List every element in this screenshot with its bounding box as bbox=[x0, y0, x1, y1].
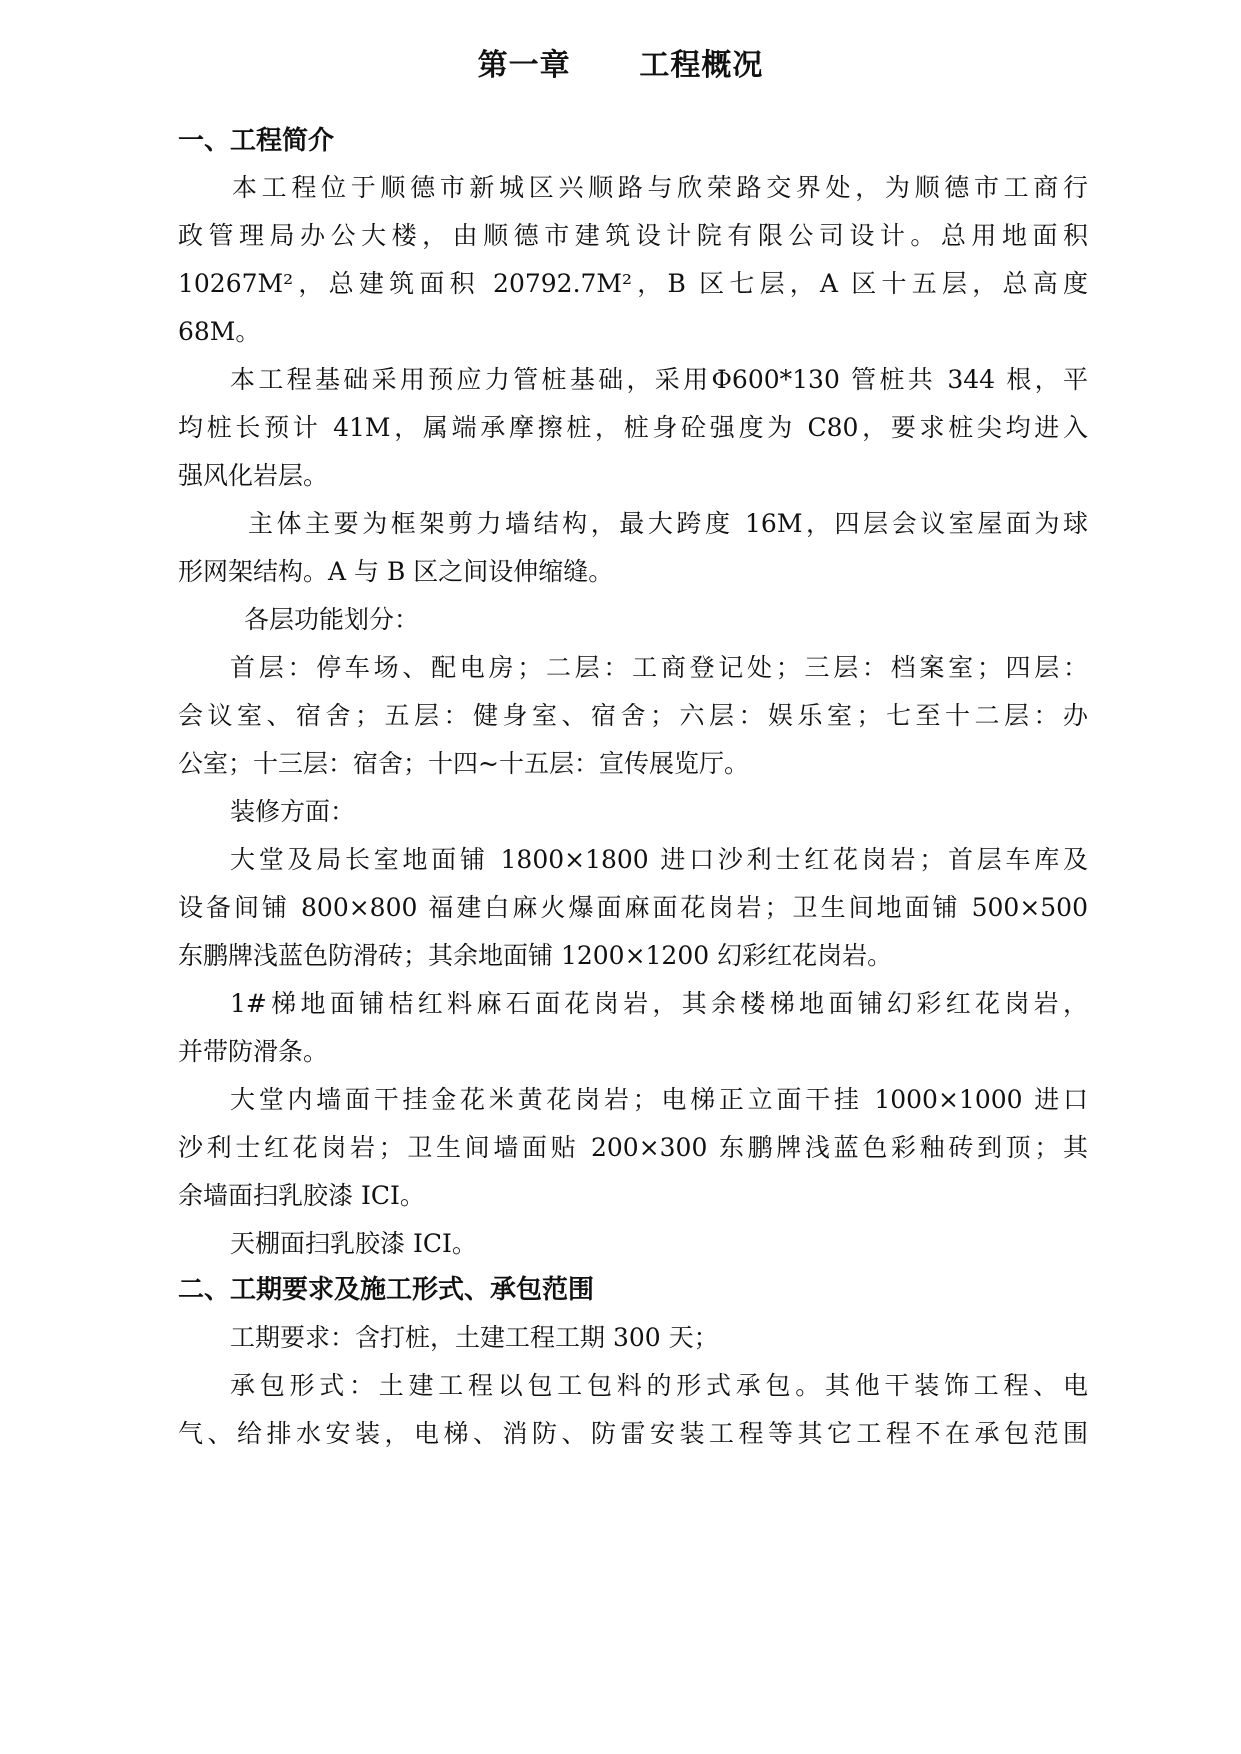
decoration-p2-line-1: 1#梯地面铺桔红料麻石面花岗岩，其余楼梯地面铺幻彩红花岗岩， bbox=[230, 989, 1088, 1018]
floors-heading: 各层功能划分： bbox=[244, 605, 420, 634]
decoration-p3-line-1: 大堂内墙面干挂金花米黄花岗岩；电梯正立面干挂 1000×1000 进口 bbox=[230, 1085, 1088, 1114]
structure-line-1: 主体主要为框架剪力墙结构，最大跨度 16M，四层会议室屋面为球 bbox=[248, 509, 1088, 538]
decoration-p3-line-3: 余墙面扫乳胶漆 ICI。 bbox=[178, 1181, 425, 1210]
decoration-heading: 装修方面： bbox=[230, 797, 356, 826]
decoration-p3-line-2: 沙利士红花岗岩；卫生间墙面贴 200×300 东鹏牌浅蓝色彩釉砖到顶；其 bbox=[178, 1133, 1088, 1162]
contract-line-2: 气、给排水安装，电梯、消防、防雷安装工程等其它工程不在承包范围 bbox=[178, 1419, 1088, 1448]
chapter-title: 第一章 工程概况 bbox=[477, 48, 764, 83]
foundation-line-2: 均桩长预计 41M，属端承摩擦桩，桩身砼强度为 C80，要求桩尖均进入 bbox=[178, 413, 1088, 442]
decoration-p1-line-1: 大堂及局长室地面铺 1800×1800 进口沙利士红花岗岩；首层车库及 bbox=[230, 845, 1088, 874]
floors-line-3: 公室；十三层：宿舍；十四~十五层：宣传展览厅。 bbox=[178, 749, 749, 778]
intro-line-2: 政管理局办公大楼，由顺德市建筑设计院有限公司设计。总用地面积 bbox=[178, 221, 1088, 250]
intro-line-1: 本工程位于顺德市新城区兴顺路与欣荣路交界处，为顺德市工商行 bbox=[232, 173, 1088, 202]
floors-line-2: 会议室、宿舍；五层：健身室、宿舍；六层：娱乐室；七至十二层：办 bbox=[178, 701, 1088, 730]
decoration-p4-line-1: 天棚面扫乳胶漆 ICI。 bbox=[230, 1229, 477, 1258]
decoration-p1-line-2: 设备间铺 800×800 福建白麻火爆面麻面花岗岩；卫生间地面铺 500×500 bbox=[178, 893, 1088, 922]
schedule-line-1: 工期要求：含打桩，土建工程工期 300 天； bbox=[230, 1323, 719, 1352]
decoration-p2-line-2: 并带防滑条。 bbox=[178, 1037, 329, 1066]
intro-line-4: 68M。 bbox=[178, 317, 261, 346]
section-heading-overview: 一、工程简介 bbox=[178, 126, 335, 156]
foundation-line-3: 强风化岩层。 bbox=[178, 461, 329, 490]
intro-line-3: 10267M²，总建筑面积 20792.7M²，B 区七层，A 区十五层，总高度 bbox=[178, 269, 1088, 298]
section-heading-schedule: 二、工期要求及施工形式、承包范围 bbox=[178, 1275, 595, 1305]
floors-line-1: 首层：停车场、配电房；二层：工商登记处；三层：档案室；四层： bbox=[230, 653, 1088, 682]
contract-line-1: 承包形式：土建工程以包工包料的形式承包。其他干装饰工程、电 bbox=[230, 1371, 1088, 1400]
foundation-line-1: 本工程基础采用预应力管桩基础，采用Φ600*130 管桩共 344 根，平 bbox=[230, 365, 1088, 394]
decoration-p1-line-3: 东鹏牌浅蓝色防滑砖；其余地面铺 1200×1200 幻彩红花岗岩。 bbox=[178, 941, 893, 970]
structure-line-2: 形网架结构。A 与 B 区之间设伸缩缝。 bbox=[178, 557, 614, 586]
